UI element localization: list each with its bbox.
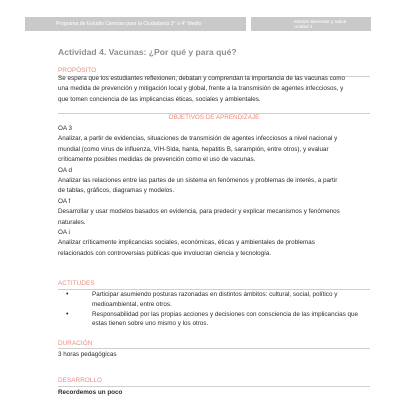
oa-code: OA i bbox=[58, 229, 70, 237]
section-label-objetivos: OBJETIVOS DE APRENDIZAJE bbox=[168, 114, 260, 121]
oa-code: OA 3 bbox=[58, 125, 73, 132]
section-label-desarrollo: DESARROLLO bbox=[58, 377, 103, 384]
objetivos-text bbox=[58, 124, 371, 259]
text-line: Participar asumiendo posturas razonadas en distintos ámbitos: cultural, social, político y bbox=[92, 291, 338, 298]
text-line: críticamente posibles medidas de prevención como el uso de vacunas. bbox=[58, 156, 256, 164]
text-line: Analizar, a partir de evidencias, situaciones de transmisión de agentes infecciosos a nivel nacional y bbox=[58, 135, 338, 143]
text-line: mundial (como virus de influenza, VIH-Sida, hanta, hepatitis B, sarampión, entre otros), y evaluar bbox=[58, 145, 329, 153]
text-line: medioambiental, entre otros. bbox=[92, 300, 172, 308]
list-item bbox=[58, 290, 371, 309]
duration-value: 3 horas pedagógicas bbox=[58, 351, 117, 358]
text-line: Desarrollar y usar modelos basados en evidencia, para predecir y explicar mecanismos y fenómenos bbox=[58, 208, 340, 216]
subheading: Recordemos un poco bbox=[58, 389, 123, 396]
divider bbox=[58, 348, 370, 349]
oa-code: OA f bbox=[58, 197, 71, 205]
oa-code: OA d bbox=[58, 166, 73, 174]
actitudes-list bbox=[58, 290, 371, 330]
text-line: una medida de prevención y mitigación local y global, frente a la transmisión de agentes infecciosos, y bbox=[58, 85, 344, 93]
bullet-icon: • bbox=[66, 310, 69, 318]
text-line: Analizar críticamente implicancias sociales, económicas, éticas y ambientales de problemas bbox=[58, 239, 315, 247]
text-line: naturales. bbox=[58, 218, 86, 226]
proposito-text bbox=[58, 74, 371, 105]
text-line: de tablas, gráficos, diagramas y modelos. bbox=[58, 187, 175, 195]
text-line: relacionados con controversias públicas que involucran ciencia y tecnología. bbox=[58, 249, 272, 257]
section-label-duracion: DURACIÓN bbox=[58, 340, 93, 347]
header-program-text: Programa de Estudio Ciencias para la Ciudadanía 3° o 4° Medio bbox=[56, 21, 202, 27]
text-line: que tomen conciencia de las implicancias éticas, sociales y ambientales. bbox=[58, 95, 261, 103]
list-item bbox=[58, 310, 371, 329]
page-title: Actividad 4. Vacunas: ¿Por qué y para qué? bbox=[58, 47, 237, 57]
header-module-text: Módulo Bienestar y Salud bbox=[294, 18, 347, 24]
text-line: Analizar las relaciones entre las partes de un sistema en fenómenos y problemas de interés, a partir bbox=[58, 177, 338, 185]
section-label-proposito: PROPÓSITO bbox=[58, 67, 97, 74]
text-line: Responsabilidad por las propias acciones y decisiones con consciencia de las implicancias que bbox=[92, 310, 359, 318]
header-program-bar bbox=[25, 17, 246, 31]
duracion-text bbox=[58, 350, 371, 360]
text-line: estas tienen sobre uno mismo y los otros. bbox=[92, 320, 209, 328]
text-line: Se espera que los estudiantes reflexionen, debatan y comprendan la importancia de las vacunas como bbox=[58, 75, 346, 82]
divider bbox=[58, 386, 370, 387]
desarrollo-subheading bbox=[58, 388, 371, 398]
header-unit-text: Unidad 2 bbox=[294, 24, 313, 30]
bullet-icon: • bbox=[66, 291, 69, 298]
header-module-bar bbox=[251, 17, 371, 31]
section-label-actitudes: ACTITUDES bbox=[58, 280, 95, 287]
